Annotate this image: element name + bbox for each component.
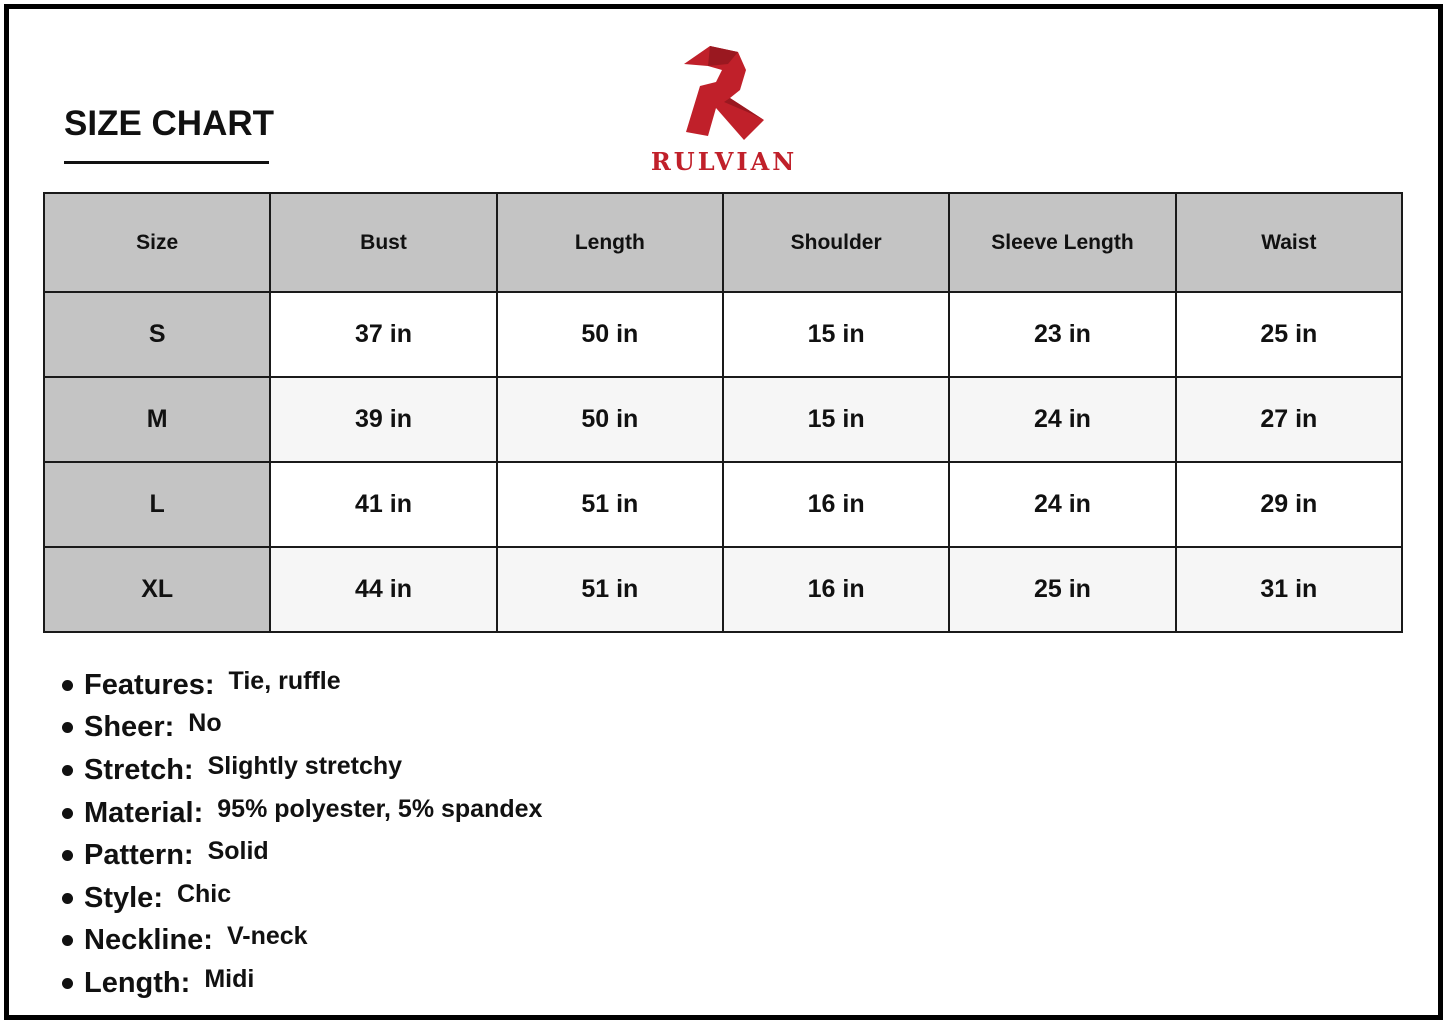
feature-label: Features: [84, 668, 215, 701]
bullet-icon [62, 935, 73, 946]
feature-value: Chic [176, 879, 232, 908]
size-cell: S [44, 292, 270, 377]
feature-label: Pattern: [84, 839, 194, 872]
feature-label: Style: [84, 881, 163, 914]
table-row [44, 547, 1402, 632]
list-item [62, 792, 542, 835]
list-item [62, 877, 542, 920]
list-item [62, 664, 542, 707]
waist-cell: 31 in [1176, 547, 1402, 632]
header-length: Length [497, 193, 723, 292]
bust-cell: 41 in [270, 462, 496, 547]
list-item [62, 920, 542, 963]
feature-list [62, 664, 542, 1005]
bullet-icon [62, 808, 73, 819]
feature-label: Sheer: [84, 711, 175, 744]
list-item [62, 834, 542, 877]
feature-value: Slightly stretchy [207, 751, 403, 780]
table-row [44, 462, 1402, 547]
shoulder-cell: 15 in [723, 377, 949, 462]
size-cell: XL [44, 547, 270, 632]
list-item [62, 707, 542, 750]
bullet-icon [62, 722, 73, 733]
table-header-row [44, 193, 1402, 292]
sleeve-length-cell: 23 in [949, 292, 1175, 377]
size-table [43, 192, 1403, 633]
feature-value: No [188, 709, 222, 738]
header-bust: Bust [270, 193, 496, 292]
shoulder-cell: 16 in [723, 462, 949, 547]
waist-cell: 27 in [1176, 377, 1402, 462]
length-cell: 51 in [497, 462, 723, 547]
feature-value: Midi [204, 964, 255, 993]
page-title: SIZE CHART [64, 104, 274, 143]
bust-cell: 44 in [270, 547, 496, 632]
feature-value: 95% polyester, 5% spandex [217, 794, 543, 823]
header-shoulder: Shoulder [723, 193, 949, 292]
bullet-icon [62, 850, 73, 861]
table-row [44, 377, 1402, 462]
length-cell: 50 in [497, 377, 723, 462]
feature-label: Material: [84, 796, 204, 829]
shoulder-cell: 16 in [723, 547, 949, 632]
feature-label: Neckline: [84, 924, 213, 957]
sleeve-length-cell: 25 in [949, 547, 1175, 632]
list-item [62, 749, 542, 792]
feature-value: Tie, ruffle [228, 666, 341, 695]
bullet-icon [62, 978, 73, 989]
length-cell: 51 in [497, 547, 723, 632]
bullet-icon [62, 765, 73, 776]
list-item [62, 962, 542, 1005]
sleeve-length-cell: 24 in [949, 377, 1175, 462]
bullet-icon [62, 680, 73, 691]
feature-value: V-neck [226, 922, 308, 951]
table-row [44, 292, 1402, 377]
bullet-icon [62, 893, 73, 904]
shoulder-cell: 15 in [723, 292, 949, 377]
brand-name: RULVIAN [650, 147, 798, 176]
header-size: Size [44, 193, 270, 292]
size-cell: M [44, 377, 270, 462]
bust-cell: 37 in [270, 292, 496, 377]
feature-label: Length: [84, 966, 191, 999]
size-cell: L [44, 462, 270, 547]
waist-cell: 25 in [1176, 292, 1402, 377]
header-sleeve-length: Sleeve Length [949, 193, 1175, 292]
feature-label: Stretch: [84, 753, 194, 786]
brand-logo [636, 44, 812, 178]
brand-logo-mark [680, 44, 768, 144]
waist-cell: 29 in [1176, 462, 1402, 547]
feature-value: Solid [207, 837, 269, 866]
title-underline [64, 161, 269, 164]
length-cell: 50 in [497, 292, 723, 377]
sleeve-length-cell: 24 in [949, 462, 1175, 547]
bust-cell: 39 in [270, 377, 496, 462]
header-waist: Waist [1176, 193, 1402, 292]
